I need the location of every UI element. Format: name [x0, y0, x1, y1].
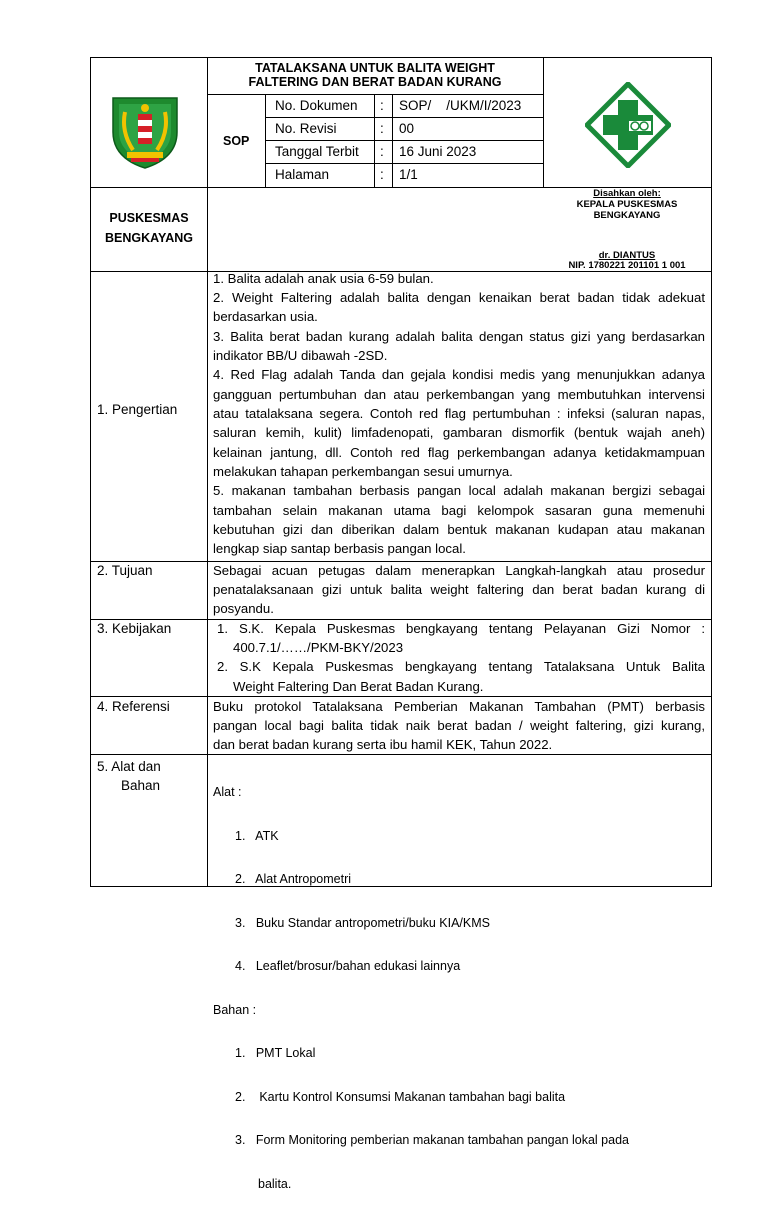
- pengertian-line: 2. Weight Faltering adalah balita dengan kenaikan berat badan tidak adekuat: [213, 290, 705, 305]
- bahan-item: 1. PMT Lokal: [235, 1046, 316, 1060]
- tujuan-line: Sebagai acuan petugas dalam menerapkan Langkah-langkah atau prosedur: [213, 563, 705, 578]
- puskesmas-logo: [585, 82, 671, 168]
- signatory-name: dr. DIANTUS: [598, 250, 656, 261]
- row-divider-3: [91, 696, 711, 697]
- referensi-line: pangan local bagi balita tidak naik berat badan / weight faltering, gizi kurang,: [213, 718, 705, 733]
- pengertian-line: atau tatalaksana segera. Contoh red flag pertumbuhan : infeksi (saluran napas,: [213, 406, 705, 421]
- section-label-pengertian: 1. Pengertian: [97, 402, 178, 417]
- row-divider-1: [91, 561, 711, 562]
- referensi-line: dan berat badan kurang serta ibu hamil KEK, Tahun 2022.: [213, 737, 553, 752]
- approval-signatory: [543, 251, 711, 271]
- sop-document: TATALAKSANA UNTUK BALITA WEIGHT FALTERING DAN BERAT BADAN KURANG SOP No. Dokumen : SOP/ /UKM/I/2023 No. Revisi : 00 Tanggal Terbit : 16 Juni 2023 Halaman : 1/1 PUSKESMAS BENGKAYANG Disahkan oleh: KEPALA PUSKESMAS BENGKAYANG dr. DIANTUS NIP. 1780221 201101 1 001 1. Pengertian 2. Tujuan 3. Kebijakan 4. Referensi 5. Alat dan Bahan 1. Balita adalah anak usia 6-59 bulan. 2. Weight Faltering adalah balita dengan kenaikan berat badan tidak adekuat berdasarkan usia. 3. Balita berat badan kurang adalah balita dengan status gizi yang berdasarkan indikator BB/U dibawah -2SD. 4. Red Flag adalah Tanda dan gejala kondisi medis yang menunjukkan adanya gangguan pertumbuhan dan atau perkembangan yang membutuhkan intervensi atau tatalaksana segera. Contoh red flag pertumbuhan : infeksi (saluran napas, saluran kemih, kulit) limfadenopati, gambaran dismorfik (bentuk wajah aneh) kelainan jantung, dll. Contoh red flag perkembangan adanya ketidakmampuan melakukan tahapan perkembangan sesui umurnya. 5. makanan tambahan berbasis pangan local adalah makanan bergizi sebagai tambahan selain makanan utama bagi kelompok sasaran guna memenuhi kebutuhan gizi dan diberikan dalam bentuk makanan kudapan atau makanan lengkap siap santap berbasis pangan local. Sebagai acuan petugas dalam menerapkan Langkah-langkah atau prosedur penatalaksanaan gizi untuk balita weight faltering dan berat badan kurang di posyandu. 1. S.K. Kepala Puskesmas bengkayang tentang Pelayanan Gizi Nomor : 400.7.1/……/PKM-BKY/2023 2. S.K Kepala Puskesmas bengkayang tentang Tatalaksana Untuk Balita Weight Faltering Dan Berat Badan Kurang. Buku protokol Tatalaksana Pemberian Makanan Tambahan (PMT) berbasis pangan local bagi balita tidak naik berat badan / weight faltering, gizi kurang, dan berat badan kurang serta ibu hamil KEK, Tahun 2022. Alat : 1. ATK 2. Alat Antropometri 3. Buku Standar antropometri/buku KIA/KMS 4. Leaflet/brosur/bahan edukasi lainnya Bahan : 1. PMT Lokal 2. Kartu Kontrol Konsumsi Makanan tambahan bagi balita 3. Form Monitoring pemberian makanan tambahan pangan lokal pada balita.: [90, 57, 712, 887]
- pengertian-line: kelainan jantung, dll. Contoh red flag perkembangan adanya ketidakmampuan: [213, 445, 705, 460]
- pengertian-line: kebutuhan gizi dan diberikan dalam bentuk makanan kudapan atau makanan: [213, 522, 705, 537]
- alat-item: 4. Leaflet/brosur/bahan edukasi lainnya: [235, 959, 461, 973]
- bahan-item: 2. Kartu Kontrol Konsumsi Makanan tambahan bagi balita: [235, 1089, 566, 1104]
- bahan-item: 3. Form Monitoring pemberian makanan tambahan pangan lokal pada: [235, 1133, 629, 1147]
- bahan-item-continuation: balita.: [258, 1176, 292, 1191]
- field-label-no-dokumen: No. Dokumen: [275, 98, 358, 113]
- title-divider: [207, 94, 543, 95]
- sop-label: SOP: [223, 134, 250, 148]
- kebijakan-line: 400.7.1/……/PKM-BKY/2023: [233, 640, 404, 655]
- regency-logo: [105, 92, 185, 172]
- alat-item: 3. Buku Standar antropometri/buku KIA/KMS: [235, 915, 490, 930]
- kebijakan-line: 1. S.K. Kepala Puskesmas bengkayang tentang Pelayanan Gizi Nomor :: [217, 621, 705, 636]
- pengertian-line: saluran kemih, kulit) limfadenopati, gambaran dismorfik (bentuk wajah aneh): [213, 425, 705, 440]
- alat-bahan-content: [213, 756, 629, 1220]
- pengertian-line: indikator BB/U dibawah -2SD.: [213, 348, 388, 363]
- bahan-title: Bahan :: [213, 1002, 257, 1017]
- section-label-tujuan: 2. Tujuan: [97, 563, 153, 578]
- tujuan-line: penatalaksanaan gizi untuk balita weight faltering dan berat badan kurang di: [213, 582, 705, 597]
- pengertian-line: melakukan tahapan perkembangan sesui umurnya.: [213, 464, 513, 479]
- puskesmas-cross-icon: [585, 82, 671, 168]
- section-label-alat-bahan: 5. Alat dan Bahan: [97, 759, 161, 793]
- field-label-halaman: Halaman: [275, 167, 330, 182]
- document-title: TATALAKSANA UNTUK BALITA WEIGHT FALTERING DAN BERAT BADAN KURANG: [248, 61, 502, 89]
- pengertian-line: tambahan selain makanan utama bagi kelompok sasaran guna memenuhi: [213, 503, 705, 518]
- pengertian-line: 3. Balita berat badan kurang adalah balita dengan status gizi yang berdasarkan: [213, 329, 705, 344]
- approval-label: Disahkan oleh:: [593, 188, 661, 199]
- pengertian-line: gangguan pertumbuhan dan atau perkembangan yang membutuhkan intervensi: [213, 387, 705, 402]
- pengertian-line: 4. Red Flag adalah Tanda dan gejala kondisi medis yang menunjukkan adanya: [213, 367, 705, 382]
- alat-item: 2. Alat Antropometri: [235, 872, 352, 886]
- kebijakan-line: 2. S.K Kepala Puskesmas bengkayang tentang Tatalaksana Untuk Balita: [217, 659, 705, 674]
- pengertian-line: lengkap siap santap berbasis pangan local.: [213, 541, 466, 556]
- field-label-no-revisi: No. Revisi: [275, 121, 337, 136]
- alat-title: Alat :: [213, 785, 242, 799]
- alat-item: 1. ATK: [235, 828, 279, 843]
- field-value-halaman: 1/1: [399, 167, 418, 182]
- pengertian-line: berdasarkan usia.: [213, 309, 318, 324]
- row-divider-4: [91, 754, 711, 755]
- approval-block: Disahkan oleh: KEPALA PUSKESMAS BENGKAYANG: [543, 188, 711, 221]
- left-column-divider: [207, 58, 208, 886]
- row-divider-2: [91, 619, 711, 620]
- field-value-no-revisi: 00: [399, 121, 415, 136]
- pengertian-line: 5. makanan tambahan berbasis pangan local adalah makanan bergizi sebagai: [213, 483, 705, 498]
- kebijakan-line: Weight Faltering Dan Berat Badan Kurang.: [233, 679, 484, 694]
- right-column-divider: [543, 58, 544, 187]
- field-label-tanggal-terbit: Tanggal Terbit: [275, 144, 359, 159]
- signatory-nip: NIP. 1780221 201101 1 001: [568, 260, 686, 271]
- organization-name: PUSKESMAS BENGKAYANG: [105, 211, 193, 245]
- regency-emblem-icon: [105, 92, 185, 172]
- field-value-no-dokumen: SOP/ /UKM/I/2023: [399, 98, 522, 113]
- section-label-kebijakan: 3. Kebijakan: [97, 621, 172, 636]
- section-label-referensi: 4. Referensi: [97, 699, 170, 714]
- pengertian-line: 1. Balita adalah anak usia 6-59 bulan.: [213, 271, 434, 286]
- tujuan-line: posyandu.: [213, 601, 274, 616]
- referensi-line: Buku protokol Tatalaksana Pemberian Makanan Tambahan (PMT) berbasis: [213, 699, 705, 714]
- field-value-tanggal-terbit: 16 Juni 2023: [399, 144, 477, 159]
